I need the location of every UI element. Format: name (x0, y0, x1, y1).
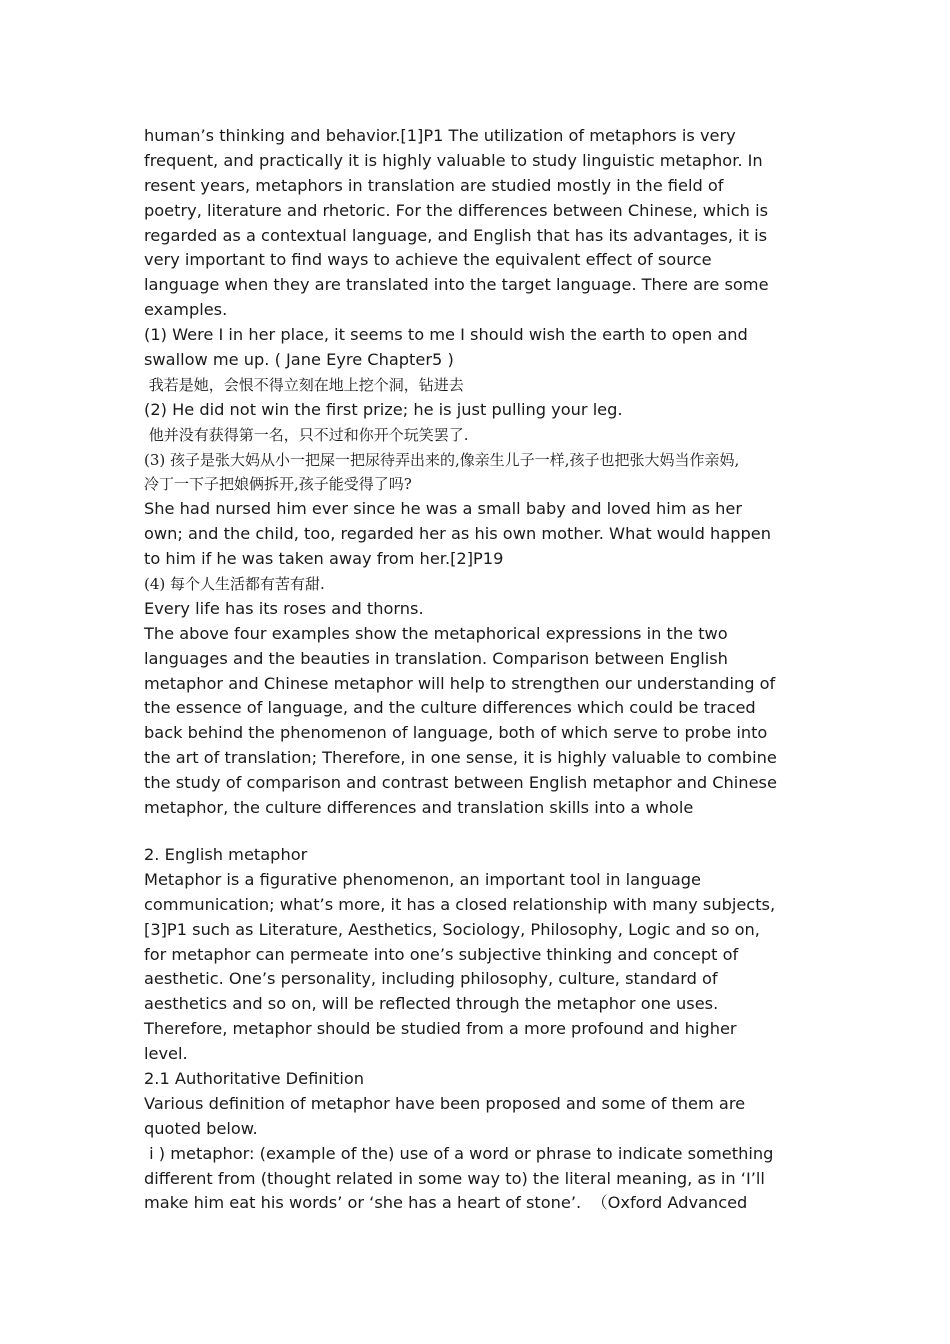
text-line: the study of comparison and contrast between English metaphor and Chinese (144, 773, 777, 793)
example-2-chinese: 他并没有获得第一名，只不过和你开个玩笑罢了. (144, 425, 469, 444)
text-line: i ) metaphor: (example of the) use of a word or phrase to indicate something (144, 1143, 774, 1163)
text-line: back behind the phenomenon of language, both of which serve to probe into (144, 723, 768, 743)
example-2-english: (2) He did not win the first prize; he is just pulling your leg. (144, 399, 623, 419)
english-metaphor-paragraph (144, 868, 824, 1067)
text-line: frequent, and practically it is highly valuable to study linguistic metaphor. In (144, 150, 763, 170)
text-line: regarded as a contextual language, and English that has its advantages, it is (144, 225, 768, 245)
text-line: different from (thought related in some way to) the literal meaning, as in ‘I’ll (144, 1168, 765, 1188)
text-line: Therefore, metaphor should be studied from a more profound and higher (144, 1019, 737, 1039)
text-line: communication; what’s more, it has a closed relationship with many subjects, (144, 894, 776, 914)
text-line: quoted below. (144, 1118, 258, 1138)
examples-list (144, 323, 824, 622)
example-1-chinese: 我若是她，会恨不得立刻在地上挖个洞，钻进去 (144, 375, 464, 394)
text-line: examples. (144, 300, 228, 320)
text-line: languages and the beauties in translation. Comparison between English (144, 648, 728, 668)
example-1-english-cont: swallow me up. ( Jane Eyre Chapter5 ) (144, 350, 454, 370)
text-line: level. (144, 1044, 188, 1064)
document-page (144, 124, 824, 1216)
example-1-english: (1) Were I in her place, it seems to me I should wish the earth to open and (144, 325, 748, 345)
text-line: resent years, metaphors in translation are studied mostly in the field of (144, 175, 724, 195)
example-3-chinese-cont: 冷丁一下子把娘俩拆开,孩子能受得了吗? (144, 475, 412, 494)
paragraph-spacer (144, 821, 824, 843)
text-line: poetry, literature and rhetoric. For the differences between Chinese, which is (144, 200, 769, 220)
example-3-english: to him if he was taken away from her.[2]P19 (144, 549, 504, 569)
text-line: Various definition of metaphor have been proposed and some of them are (144, 1093, 746, 1113)
text-line: The above four examples show the metaphorical expressions in the two (144, 623, 728, 643)
section-heading: 2. English metaphor (144, 844, 308, 864)
subsection-heading: 2.1 Authoritative Definition (144, 1068, 365, 1088)
example-3-chinese: (3) 孩子是张大妈从小一把屎一把尿待弄出来的,像亲生儿子一样,孩子也把张大妈当作亲妈, (144, 450, 740, 469)
text-line: Metaphor is a figurative phenomenon, an important tool in language (144, 869, 702, 889)
text-line: human’s thinking and behavior.[1]P1 The utilization of metaphors is very (144, 126, 736, 145)
example-3-english: She had nursed him ever since he was a small baby and loved him as her (144, 499, 743, 519)
definition-paragraph (144, 1092, 824, 1216)
text-line: metaphor, the culture differences and translation skills into a whole (144, 798, 694, 818)
example-4-english: Every life has its roses and thorns. (144, 598, 424, 618)
intro-paragraph (144, 124, 824, 323)
text-line: metaphor and Chinese metaphor will help to strengthen our understanding of (144, 673, 776, 693)
example-4-chinese: (4) 每个人生活都有苦有甜. (144, 575, 325, 594)
text-line: the essence of language, and the culture differences which could be traced (144, 698, 756, 718)
example-3-english: own; and the child, too, regarded her as his own mother. What would happen (144, 524, 772, 544)
text-line: the art of translation; Therefore, in one sense, it is highly valuable to combine (144, 748, 777, 768)
comparison-paragraph (144, 622, 824, 821)
text-line: aesthetics and so on, will be reflected through the metaphor one uses. (144, 994, 719, 1014)
text-line: make him eat his words’ or ‘she has a heart of stone’. （Oxford Advanced (144, 1193, 748, 1213)
text-line: language when they are translated into the target language. There are some (144, 275, 769, 295)
text-line: very important to find ways to achieve the equivalent effect of source (144, 250, 712, 270)
text-line: for metaphor can permeate into one’s subjective thinking and concept of (144, 944, 739, 964)
text-line: [3]P1 such as Literature, Aesthetics, Sociology, Philosophy, Logic and so on, (144, 919, 760, 939)
text-line: aesthetic. One’s personality, including philosophy, culture, standard of (144, 969, 718, 989)
